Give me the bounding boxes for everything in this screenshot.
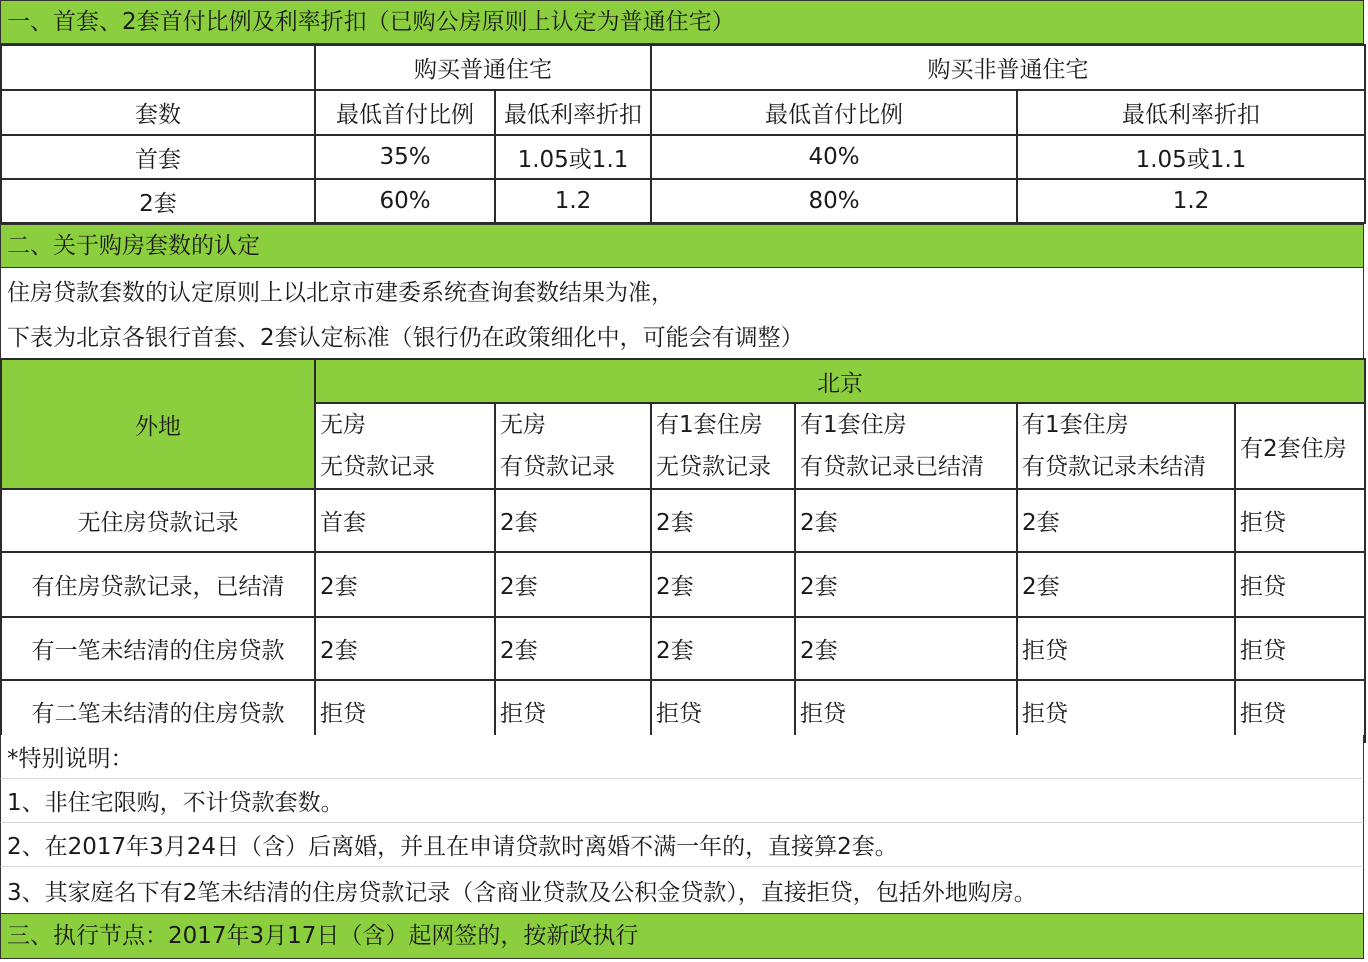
table-row bbox=[1, 552, 1365, 617]
table-cell: 拒贷 bbox=[1235, 680, 1365, 742]
table-cell: 拒贷 bbox=[315, 680, 495, 742]
table-row bbox=[1, 680, 1365, 742]
note-item-text: 3、其家庭名下有2笔未结清的住房贷款记录（含商业贷款及公积金贷款），直接拒贷，包括外地购房。 bbox=[7, 879, 1037, 906]
row-header-outside: 外地 bbox=[1, 359, 315, 489]
column-header: 有1套住房 无贷款记录 bbox=[651, 403, 795, 489]
table-cell: 2套 bbox=[495, 617, 651, 680]
table-cell: 2套 bbox=[315, 552, 495, 617]
non-ordinary-rate-value: 1.05或1.1 bbox=[1017, 135, 1365, 179]
row-label: 2套 bbox=[1, 179, 315, 223]
table-cell: 拒贷 bbox=[651, 680, 795, 742]
table-cell: 拒贷 bbox=[795, 680, 1017, 742]
col-non-ordinary-min-down-header: 最低首付比例 bbox=[651, 90, 1017, 135]
table-cell: 2套 bbox=[651, 617, 795, 680]
table2-top-header-row bbox=[1, 359, 1365, 403]
note-item bbox=[0, 779, 1364, 823]
table-cell: 2套 bbox=[651, 489, 795, 552]
table-cell: 拒贷 bbox=[1017, 617, 1235, 680]
table-cell: 2套 bbox=[495, 552, 651, 617]
down-payment-table bbox=[0, 44, 1366, 224]
column-header: 有2套住房 bbox=[1235, 403, 1365, 489]
section2-line2 bbox=[0, 312, 1364, 358]
table-cell: 2套 bbox=[795, 552, 1017, 617]
notes-heading bbox=[0, 735, 1364, 779]
non-ordinary-down-value: 40% bbox=[651, 135, 1017, 179]
column-header: 有1套住房 有贷款记录未结清 bbox=[1017, 403, 1235, 489]
note-item-text: 2、在2017年3月24日（含）后离婚，并且在申请贷款时离婚不满一年的，直接算2套。 bbox=[7, 834, 898, 860]
row-label: 有住房贷款记录，已结清 bbox=[1, 552, 315, 617]
table1-blank-cell bbox=[1, 45, 315, 90]
table-cell: 2套 bbox=[651, 552, 795, 617]
row-label: 无住房贷款记录 bbox=[1, 489, 315, 552]
table-cell: 拒贷 bbox=[1235, 617, 1365, 680]
table-cell: 2套 bbox=[315, 617, 495, 680]
section2-line1-text: 住房贷款套数的认定原则上以北京市建委系统查询套数结果为准， bbox=[7, 279, 674, 306]
table-cell: 首套 bbox=[315, 489, 495, 552]
table-cell: 2套 bbox=[795, 489, 1017, 552]
row-label: 首套 bbox=[1, 135, 315, 179]
row-label: 有二笔未结清的住房贷款 bbox=[1, 680, 315, 742]
col-ordinary-min-down-header: 最低首付比例 bbox=[315, 90, 495, 135]
table-cell: 2套 bbox=[495, 489, 651, 552]
table-cell: 拒贷 bbox=[1235, 489, 1365, 552]
table-row bbox=[1, 617, 1365, 680]
table-cell: 拒贷 bbox=[1235, 552, 1365, 617]
section1-title bbox=[0, 0, 1364, 44]
table-row bbox=[1, 135, 1365, 179]
table-cell: 2套 bbox=[1017, 489, 1235, 552]
ordinary-rate-value: 1.2 bbox=[495, 179, 651, 223]
ordinary-down-value: 35% bbox=[315, 135, 495, 179]
section3-title bbox=[0, 913, 1364, 959]
set-recognition-table bbox=[0, 358, 1366, 743]
col-sets-header: 套数 bbox=[1, 90, 315, 135]
table-row bbox=[1, 179, 1365, 223]
table1-group-row bbox=[1, 45, 1365, 90]
section2-title-text: 二、关于购房套数的认定 bbox=[7, 232, 260, 259]
ordinary-down-value: 60% bbox=[315, 179, 495, 223]
section2-title bbox=[0, 224, 1364, 268]
note-item-text: 1、非住宅限购，不计贷款套数。 bbox=[7, 790, 344, 816]
note-item bbox=[0, 867, 1364, 913]
column-header: 无房 有贷款记录 bbox=[495, 403, 651, 489]
table-cell: 拒贷 bbox=[1017, 680, 1235, 742]
row-label: 有一笔未结清的住房贷款 bbox=[1, 617, 315, 680]
col-non-ordinary-min-rate-header: 最低利率折扣 bbox=[1017, 90, 1365, 135]
non-ordinary-rate-value: 1.2 bbox=[1017, 179, 1365, 223]
table-row bbox=[1, 489, 1365, 552]
table-cell: 2套 bbox=[1017, 552, 1235, 617]
notes-heading-text: *特别说明： bbox=[7, 746, 134, 772]
beijing-header: 北京 bbox=[315, 359, 1365, 403]
note-item bbox=[0, 823, 1364, 867]
table-cell: 拒贷 bbox=[495, 680, 651, 742]
column-header: 无房 无贷款记录 bbox=[315, 403, 495, 489]
non-ordinary-down-value: 80% bbox=[651, 179, 1017, 223]
group-non-ordinary-housing: 购买非普通住宅 bbox=[651, 45, 1365, 90]
table-cell: 2套 bbox=[795, 617, 1017, 680]
group-ordinary-housing: 购买普通住宅 bbox=[315, 45, 651, 90]
table1-header-row bbox=[1, 90, 1365, 135]
section2-line1 bbox=[0, 268, 1364, 312]
ordinary-rate-value: 1.05或1.1 bbox=[495, 135, 651, 179]
section3-title-text: 三、执行节点：2017年3月17日（含）起网签的，按新政执行 bbox=[7, 922, 639, 949]
column-header: 有1套住房 有贷款记录已结清 bbox=[795, 403, 1017, 489]
col-ordinary-min-rate-header: 最低利率折扣 bbox=[495, 90, 651, 135]
section1-title-text: 一、首套、2套首付比例及利率折扣（已购公房原则上认定为普通住宅） bbox=[7, 8, 735, 35]
section2-line2-text: 下表为北京各银行首套、2套认定标准（银行仍在政策细化中，可能会有调整） bbox=[7, 324, 804, 351]
